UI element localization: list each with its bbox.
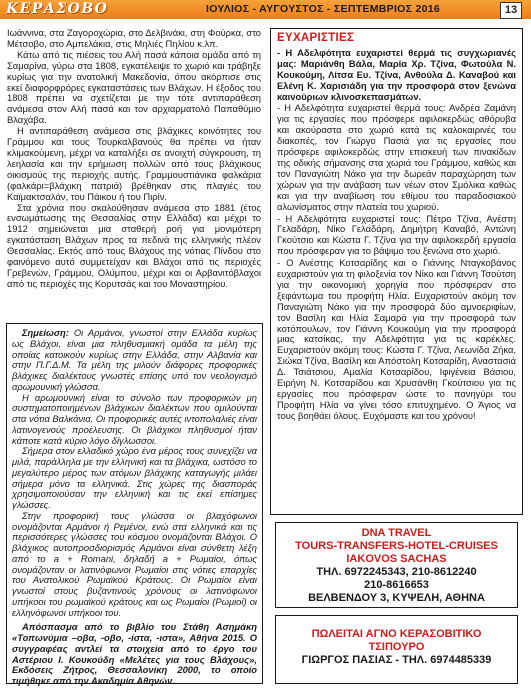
travel-ad-address: ΒΕΛΒΕΝΔΟΥ 3, ΚΥΨΕΛΗ, ΑΘΗΝΑ — [308, 592, 485, 604]
note-first-text: Οι Αρμάνοι, γνωστοί στην Ελλάδα κυρίως ως Βλάχοι, είναι μια πληθυσμιακή ομάδα τα μέλη της οποίας κατοικούν κυρίως στην Ελλάδα, στην Αλβανία και στην Π.Γ.Δ.Μ. Τα μέλη της μιλούν διάφορες προφορικές βλάχικες διαλέκτους γνωστές επίσης υπό τον νεολογισμό αρωμουνική γλώσσα. — [12, 327, 257, 392]
travel-ad-services: TOURS-TRANSFERS-HOTEL-CRUISES — [295, 540, 498, 552]
note-paragraph: Σήμερα στον ελλαδικό χώρο ένα μέρος τους συνεχίζει να μιλά, παράλληλα με την ελληνική και τα βλάχικα, ωστόσο το μεγαλύτερο μέρος των ατόμων βλάχικης καταγωγής μιλάει σήμερα μόνο τα ελληνικά. Στις χώρες της διασποράς χρησιμοποιούσαν την ελληνική και τις εκεί επίσημες γλώσσες. — [12, 445, 257, 510]
note-paragraph: Η αρωμουνική είναι το σύνολο των προφορικών μη συστηματοποιημένων βλάχικων διαλέκτων που ομιλούνται στα νότια Βαλκάνια. Οι προφορικές αυτές ιντοπολαλιές είναι λατινογενούς προέλευσης. Οι βλάχικοι πληθυσμοί ήταν κάποτε κατά κύριο λόγο δίγλωσσοι. — [12, 391, 257, 446]
thanks-paragraph: - Η Αδελφότητα ευχαριστεί θερμά τις συγχωριανές μας: Μαριάνθη Βάλα, Μαρία Χρ. Τζίνα, Φωτούλα Ν. Κουκούμη, Λίτσα Ευ. Τζίνα, Ανθούλα Δ. Καναβού και Ελένη Κ. Χαρισιάδη για την προσφορά στον ξενώνα καινούριων κλινοσκεπασμάτων. — [277, 46, 516, 102]
thanks-box — [270, 28, 523, 515]
note-label: Σημείωση: — [22, 327, 69, 338]
page-header — [0, 0, 531, 26]
thanks-paragraph: - Η Αδελφότητα ευχαριστεί τους: Πέτρο Τζίνα, Ανέστη Γελαδάρη, Νίκο Γελαδάρη, Δημήτρη Καναβό, Αντώνη Γκούτσιο και Κώστα Γ. Τζίνα για την αφιλοκερδή εργασία που πρόσφεραν για το βάψιμο του ξενώνα στο χωριό. — [277, 212, 516, 257]
article-paragraph: Ιωάννινα, στα Ζαγοροχώρια, στο Δελβινάκι, στη Φούρκα, στο Μέτσοβο, στο Αμπελάκια, στις Μηλιές Πηλίου κ.λπ. — [7, 27, 261, 49]
article-paragraph: Στα χρόνια που σκαλούθησαν ανάμεσα στο 1881 (έτος ενσωμάτωσης της Θεσσαλίας στην Ελλάδα) και μέχρι το 1912 σημειώνεται μια σταθερή ροή για μονιμότερη εγκατάσταση Βλάχων προς τα πεδινά της ελληνικής πλέον Θεσσαλίας. Εκτός από τους Βλάχους της νότιας Πίνδου στο φαινόμενο αυτό συμμετείχαν και Βλάχοι από τις περιοχές Γρεβενών, Γράμμου, Ολύμπου, μέχρι και οι Αρβανιτόβλαχοι από τις περιοχές της Κορυτσάς και του Μοναστηρίου. — [7, 201, 261, 289]
article-paragraph: Κάτω από τις πιέσεις του Αλή πασά κάποια ομάδα από τη Σαμαρίνα, γύρω στα 1808, εγκατέλειψε το χωριό και τράβηξε κυρίως για την ανατολική Μακεδονία, όπου ακόρπισε στις εκεί διαφορφρόρες εγκαταστάσεις των Βλάχων. Η έξοδος του 1808 πρέπει να σχετίζεται με την τότε αντιπαράθεση ανάμεσα στον Αλή πασά και τον αρχιαρματολό Παπαθύμιο Βλαχάβα. — [7, 48, 261, 126]
travel-ad-phone2: 210-8616653 — [364, 579, 429, 591]
tsipouro-ad-contact: ΓΙΩΡΓΟΣ ΠΑΣΙΑΣ - ΤΗΛ. 6974485339 — [301, 654, 492, 666]
note-source: Απόσπασμα από το βιβλίο του Στάθη Ασημάκη «Τοπωνύμια –οβα, -οβο, -ίστα, -ιστα», Αθήνα 2015. Ο συγγραφέας αντλεί τα στοιχεία από το έργο του Αστέριου Ι. Κουκούδη «Μελέτες για τους Βλάχους», Εκδόσεις Ζήτρος, Θεσσαλονίκη 2000, το οποίο τιμήθηκε από την Ακαδημία Αθηνών. — [12, 621, 257, 686]
page-number: 13 — [500, 2, 522, 19]
article-column — [7, 28, 261, 290]
newspaper-title: ΚΕΡΑΣΟΒΟ — [6, 1, 109, 17]
note-box — [6, 323, 263, 684]
tsipouro-ad-headline: ΠΩΛΕΙΤΑΙ ΑΓΝΟ ΚΕΡΑΣΟΒΙΤΙΚΟ — [311, 628, 482, 640]
travel-ad-phone: ΤΗΛ. 6972245343, 210-8612240 — [316, 566, 477, 578]
issue-date: ΙΟΥΛΙΟΣ - ΑΥΓΟΥΣΤΟΣ - ΣΕΠΤΕΜΒΡΙΟΣ 2016 — [206, 3, 441, 15]
travel-ad — [275, 522, 518, 608]
travel-ad-owner: IAKOVOS SACHAS — [346, 553, 447, 565]
note-first-paragraph — [12, 328, 257, 393]
tsipouro-ad-product: ΤΣΙΠΟΥΡΟ — [368, 641, 425, 653]
thanks-paragraph: - Ο Ανέστης Κοτσαρίδης και ο Γιάννης Νταγκοβάνος ευχαριστούν για τη φιλοξενία τον Νίκο και Γιάννη Τσούτση για την οικονομική χορηγία που πρόσφεραν στο ξεφάντωμα του προφήτη Ηλία. Ευχαριστούν ακόμη τον Παναγιώτη Νάκο για την προσφορά δύο αμνοεριφίων, τον Βασίλη και Ηλία Σαμαρά για την προσφορά των κοτόπουλων, τον Γιάννη Κουκούμη για την προσφορά μιας κατσίκας, την Αδελφότητα για τις καρέκλες. Ευχαριστούν ακόμη τους: Κώστα Γ. Τζίνα, Λεωνίδα Ζήκα, Σιώκα Τζίνα, Βασίλη και Απόστολη Κοτσαρίδη, Αναστασιά Δ. Τσιάτσιου, Αμαλία Κοτσαρίδου, Ιφιγένεια Βάσιου, Ειρήνη Ν. Κοτσαρίδου και Χρυσάνθη Γκούτσιου για τις εργασίες που πρόσφεραν ώστε το πανηγύρι του Προφήτη Ηλία να γίνει τόσο επιτυχημένο. Ο Άγιος να τους βοηθάει όλους. Ευχόμαστε και του χρόνου! — [277, 257, 516, 421]
travel-ad-name: DNA TRAVEL — [361, 527, 432, 539]
thanks-title: ΕΥΧΑΡΙΣΤΙΕΣ — [277, 32, 355, 44]
article-paragraph: Η αντιπαράθεση ανάμεσα στις βλάχικες κοινότητες του Γράμμου και τους Τουρκαλβανούς θα πρέπει να ήταν κλιμακούμενη, μέχρι να καταλήξει σε ανοιχτή σύγκρουση, τη λεηλασία και την ερήμωση πολλών από τους βλάχικους οικισμούς της περιοχής αυτής. Γραμμουστιάνικα φαλκάρια (φαλκάρι=βλάχικη πατριά) βρέθηκαν στις πλαγιές του Καϊμακτσαλάν, του Πάικου ή του Πιρίν. — [7, 125, 261, 202]
note-paragraph: Στην προφορική τους γλώσσα οι βλαχόφωνοι ονομάζονται Αρμάνοι ή Ρεμένοι, ενώ στα ελληνικά και τις περισσότερες γλώσσες του κόσμου ονομάζονται Βλάχοι. Ο βλάχικος αυτοπροσδιορισμός Αρμάνοι είναι σύνθετη λέξη από το a + Romani, δηλαδή a + Ρωμαίοι, όπως ονομάζονταν οι λατινόφωνοι Ρωμαίοι στις νότιες επαρχίες του Ανατολικού Ρωμαϊκού Κράτους. Οι Ρωμαίοι είναι γνωστοί στους βυζαντινούς χρόνους οι λατινόφωνοι υπήκοοι του ρωμαϊκού κράτους και ως Ρωμαίοι (Ρωμιοί) οι ελληνόφωνοι υπήκοοι του. — [12, 509, 257, 618]
tsipouro-ad — [275, 615, 518, 684]
thanks-paragraph: - Η Αδελφότητα ευχαριστεί θερμά τους: Ανδρέα Ζαμάνη για τις εργασίες που πρόσφερε αφιλοκερδώς αθόρυβα και ακούραστα στο χωριό κατά τις καλοκαιρινές του διακοπές, τον Γιώργο Πασιά για τις εργασίες που πρόσφερε αφιλοκερδώς στην επισκευή των πινακίδων της οδικής σήμανσης στα χωριά του Γράμμου, καθώς και τον Παναγιώτη Νάκο για την δωρεάν παραχώρηση των χώρων για την ανάβαση των νέων στον Σμόλικα καθώς και για την αναβίωση του εθίμου του παραδοσιακού αλωνίσματος στην πλατεία του χωριού. — [277, 102, 516, 212]
